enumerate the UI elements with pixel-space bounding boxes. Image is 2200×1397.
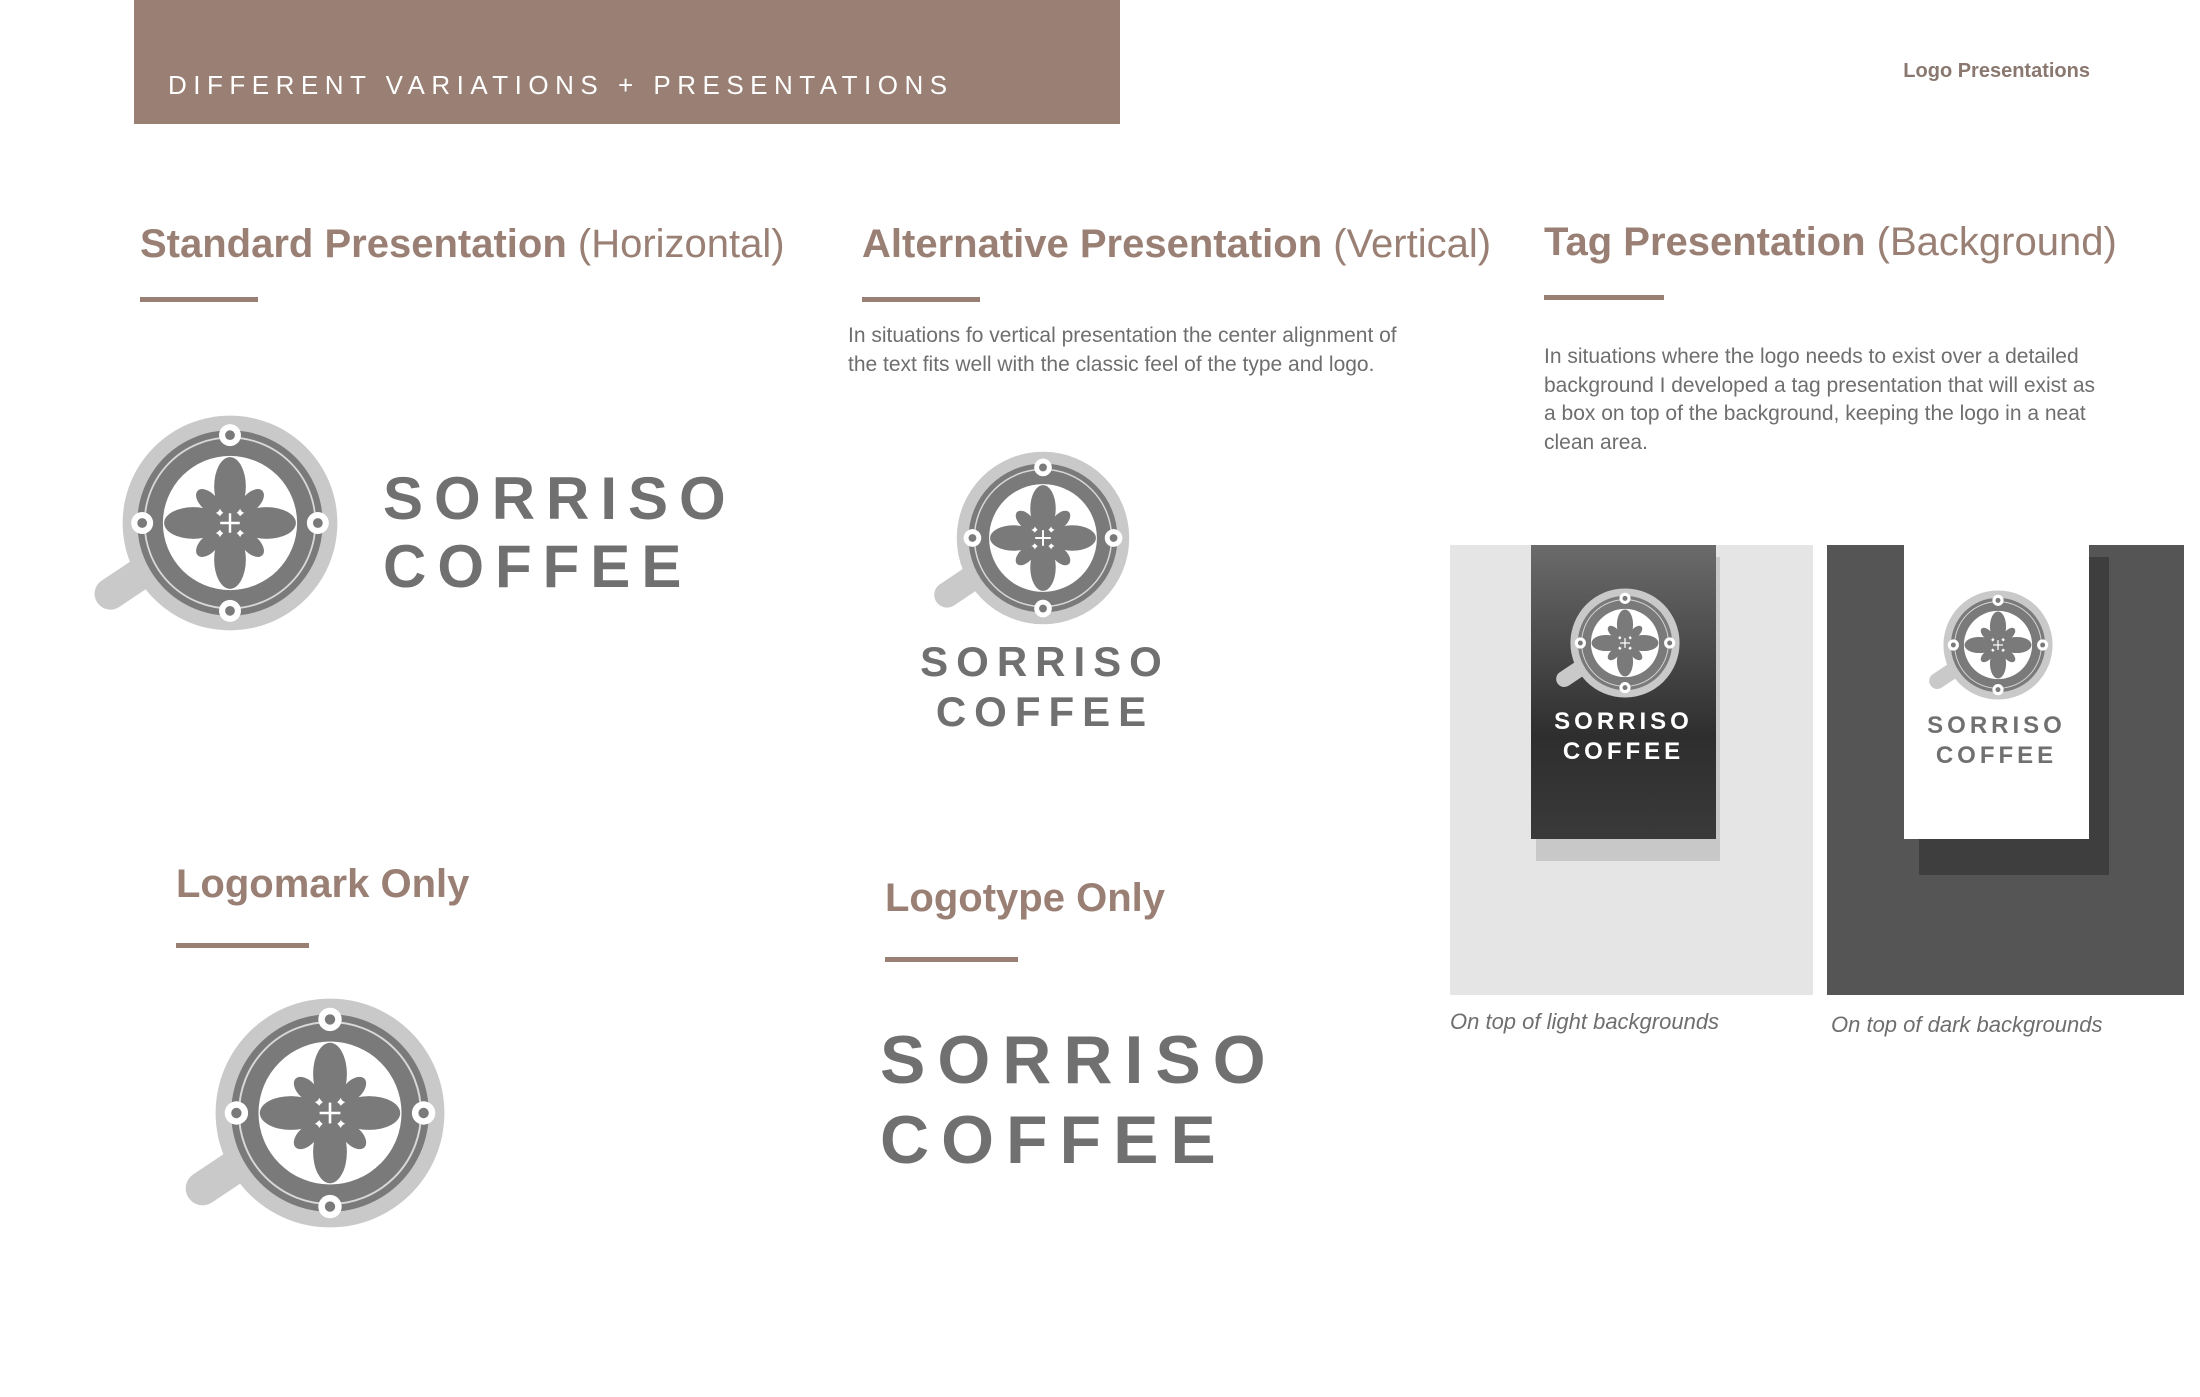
header-banner xyxy=(134,0,1120,124)
logomark-rule xyxy=(176,943,309,948)
wordmark-line1: SORRISO xyxy=(1554,708,1693,735)
tag-rule xyxy=(1544,295,1664,300)
wordmark-line1: SORRISO xyxy=(880,1022,1278,1098)
caption-light: On top of light backgrounds xyxy=(1450,1009,1720,1034)
coffee-cup-flower-icon xyxy=(1914,587,2054,707)
standard-wordmark xyxy=(383,465,737,601)
logomark-only xyxy=(140,985,460,1250)
coffee-cup-flower-icon xyxy=(140,985,460,1245)
tag-heading xyxy=(1544,220,2117,265)
wordmark-line2: COFFEE xyxy=(1562,738,1685,765)
dark-tag-wordmark xyxy=(1531,707,1716,767)
logotype-rule xyxy=(885,957,1018,962)
logotype-only xyxy=(880,1020,1278,1180)
alternative-logomark xyxy=(900,440,1150,635)
banner-title: DIFFERENT VARIATIONS + PRESENTATIONS xyxy=(168,70,954,100)
coffee-cup-flower-icon xyxy=(60,395,380,665)
coffee-cup-flower-icon xyxy=(900,440,1150,630)
alternative-description: In situations fo vertical presentation the center alignment of the text fits well with the classic feel of the type and logo. xyxy=(848,324,1397,376)
standard-rule xyxy=(140,297,258,302)
light-background-panel xyxy=(1450,545,1813,995)
alternative-rule xyxy=(862,297,980,302)
dark-background-panel xyxy=(1827,545,2184,995)
wordmark-line1: SORRISO xyxy=(383,465,737,532)
logomark-heading xyxy=(176,862,469,907)
alternative-heading-light: (Vertical) xyxy=(1322,222,1492,266)
logotype-heading xyxy=(885,876,1165,921)
tag-heading-light: (Background) xyxy=(1865,220,2117,264)
light-tag xyxy=(1904,545,2089,839)
caption-dark: On top of dark backgrounds xyxy=(1831,1012,2103,1037)
alternative-heading-bold: Alternative Presentation xyxy=(862,222,1323,266)
logotype-heading-bold: Logotype Only xyxy=(885,876,1165,920)
standard-heading xyxy=(140,222,785,267)
logomark-heading-bold: Logomark Only xyxy=(176,862,470,906)
tag-heading-bold: Tag Presentation xyxy=(1544,220,1866,264)
wordmark-line1: SORRISO xyxy=(920,638,1170,685)
standard-heading-bold: Standard Presentation xyxy=(140,222,567,266)
standard-heading-light: (Horizontal) xyxy=(566,222,785,266)
wordmark-line2: COFFEE xyxy=(880,1102,1228,1178)
page-label: Logo Presentations xyxy=(1903,60,2090,82)
wordmark-line2: COFFEE xyxy=(1935,742,2058,769)
wordmark-line2: COFFEE xyxy=(383,533,693,600)
alternative-wordmark xyxy=(905,637,1185,737)
tag-description: In situations where the logo needs to exist over a detailed background I developed a tag presentation that will exist as a box on top of the background, keeping the logo in a neat clean area. xyxy=(1544,345,2096,454)
light-tag-wordmark xyxy=(1904,711,2089,771)
wordmark-line2: COFFEE xyxy=(935,688,1155,735)
standard-logomark xyxy=(60,395,380,670)
alternative-heading xyxy=(862,222,1491,267)
coffee-cup-flower-icon xyxy=(1541,585,1681,705)
dark-tag xyxy=(1531,545,1716,839)
wordmark-line1: SORRISO xyxy=(1927,712,2066,739)
